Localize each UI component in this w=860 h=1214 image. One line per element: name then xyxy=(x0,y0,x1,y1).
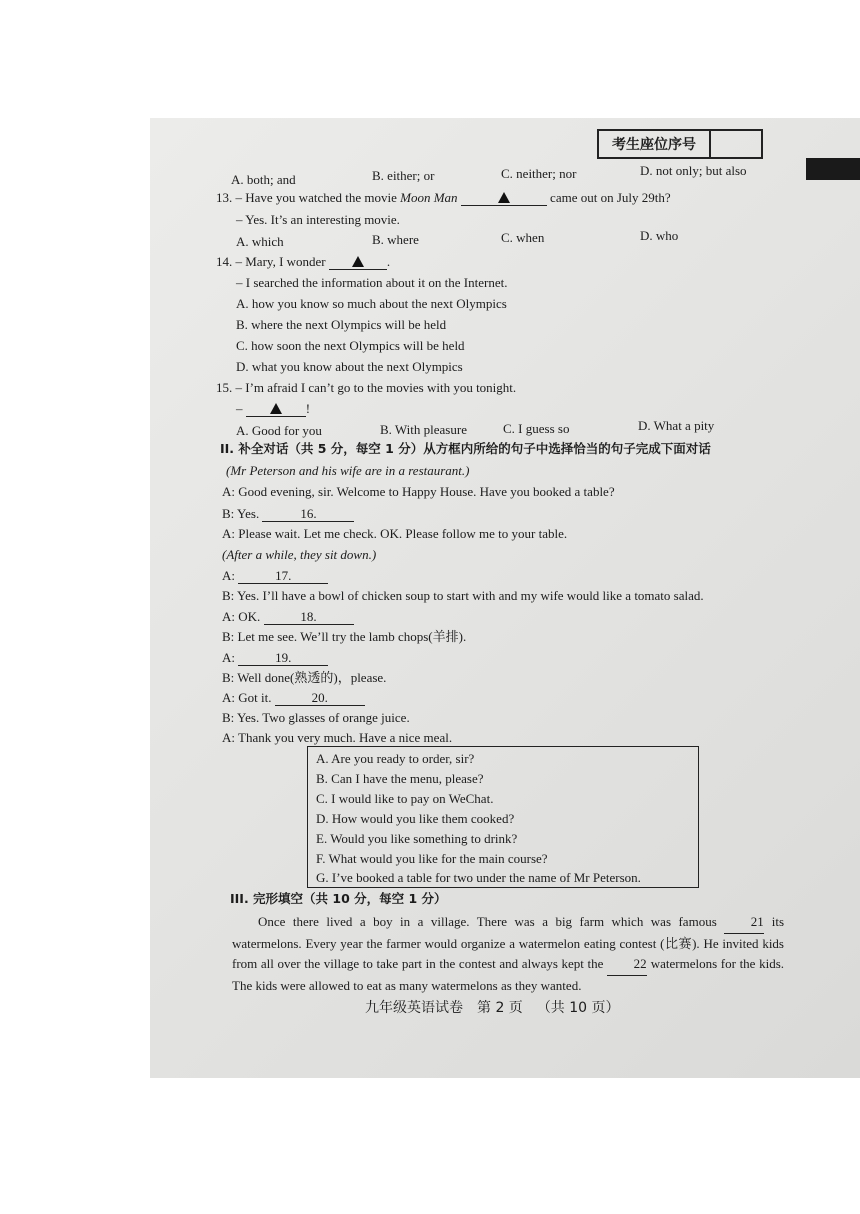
footer-page: 第 2 页 xyxy=(477,1000,523,1016)
option-c: C. I would like to pay on WeChat. xyxy=(316,791,494,806)
black-tab-marker xyxy=(806,158,860,180)
blank-20: 20. xyxy=(275,690,365,706)
answer-options-box xyxy=(307,746,699,888)
dialogue-line-11-text: A: Got it. xyxy=(222,690,272,705)
q13-option-b: B. where xyxy=(372,232,419,247)
option-b: B. Can I have the menu, please? xyxy=(316,771,484,786)
blank-17: 17. xyxy=(238,568,328,584)
q13-answer-blank xyxy=(461,190,547,206)
dialogue-line-10: B: Well done(熟透的)，please. xyxy=(222,670,387,685)
dialogue-line-1: A: Good evening, sir. Welcome to Happy House. Have you booked a table? xyxy=(222,484,615,499)
q14-option-c: C. how soon the next Olympics will be held xyxy=(236,338,465,353)
option-a: A. Are you ready to order, sir? xyxy=(316,751,475,766)
option-g: G. I’ve booked a table for two under the name of Mr Peterson. xyxy=(316,870,641,885)
footer-subject: 九年级英语试卷 xyxy=(365,1000,463,1016)
section-3-heading: III. 完形填空（共 10 分，每空 1 分） xyxy=(230,891,447,906)
dialogue-line-12: B: Yes. Two glasses of orange juice. xyxy=(222,710,410,725)
blank-21: 21 xyxy=(724,912,764,934)
dialogue-line-7-text: A: OK. xyxy=(222,609,261,624)
dialogue-stage-direction: (After a while, they sit down.) xyxy=(222,547,377,562)
q15-reply xyxy=(236,400,310,418)
q14-stem-post: . xyxy=(386,254,391,269)
section-2-heading: II. 补全对话（共 5 分，每空 1 分）从方框内所给的句子中选择恰当的句子完成下面对话 xyxy=(220,441,711,456)
q12-option-a: A. both; and xyxy=(231,172,296,187)
q14-stem-pre: 14. – Mary, I wonder xyxy=(216,254,326,269)
q14-stem xyxy=(216,253,390,271)
q15-exclamation: ! xyxy=(305,401,311,416)
q13-stem xyxy=(216,189,671,207)
blank-22: 22 xyxy=(607,954,647,976)
q15-dash: – xyxy=(236,401,243,416)
q15-option-c: C. I guess so xyxy=(503,421,570,436)
q12-option-d: D. not only; but also xyxy=(640,163,747,178)
triangle-icon xyxy=(498,192,510,203)
q15-answer-blank xyxy=(246,401,306,417)
blank-19: 19. xyxy=(238,650,328,666)
seat-number-box xyxy=(597,129,763,159)
blank-16: 16. xyxy=(262,506,354,522)
dialogue-line-6: B: Yes. I’ll have a bowl of chicken soup to start with and my wife would like a tomato salad. xyxy=(222,588,704,603)
dialogue-line-8: B: Let me see. We’ll try the lamb chops(羊排). xyxy=(222,629,467,644)
q14-option-b: B. where the next Olympics will be held xyxy=(236,317,447,332)
cloze-text-2: its watermelons. Every year the farmer would organize a watermelon eating contest (比赛). He invited kids from all over the village to take part in the contest and always kept the xyxy=(232,914,785,971)
triangle-icon xyxy=(270,403,282,414)
dialogue-line-5-text: A: xyxy=(222,568,235,583)
option-d: D. How would you like them cooked? xyxy=(316,811,515,826)
triangle-icon xyxy=(352,256,364,267)
q14-answer-blank xyxy=(329,254,387,270)
q12-option-b: B. either; or xyxy=(372,168,435,183)
q13-option-d: D. who xyxy=(640,228,679,243)
dialogue-scene: (Mr Peterson and his wife are in a restaurant.) xyxy=(226,463,470,478)
dialogue-line-9-text: A: xyxy=(222,650,235,665)
dialogue-line-9 xyxy=(222,649,328,667)
dialogue-line-11 xyxy=(222,689,365,707)
footer-total: （共 10 页） xyxy=(536,1000,620,1016)
dialogue-line-13: A: Thank you very much. Have a nice meal. xyxy=(222,730,453,745)
q15-option-d: D. What a pity xyxy=(638,418,715,433)
blank-18: 18. xyxy=(264,609,354,625)
seat-number-field xyxy=(711,131,761,157)
q13-reply: – Yes. It’s an interesting movie. xyxy=(236,212,400,227)
page-footer xyxy=(365,997,634,1017)
q13-stem-pre: 13. – Have you watched the movie xyxy=(216,190,401,205)
option-f: F. What would you like for the main course? xyxy=(316,851,548,866)
q13-movie-title: Moon Man xyxy=(400,190,458,205)
cloze-text-1: Once there lived a boy in a village. There was a big farm which was famous xyxy=(258,914,717,929)
cloze-text-3: watermelons for the kids. The kids were allowed to eat as many watermelons as they wanted. xyxy=(232,956,785,993)
q13-stem-post: came out on July 29th? xyxy=(546,190,671,205)
q13-option-a: A. which xyxy=(236,234,284,249)
dialogue-line-5 xyxy=(222,567,328,585)
dialogue-line-2-text: B: Yes. xyxy=(222,506,260,521)
q12-option-c: C. neither; nor xyxy=(501,166,577,181)
cloze-passage xyxy=(232,912,784,996)
option-e: E. Would you like something to drink? xyxy=(316,831,518,846)
q15-option-a: A. Good for you xyxy=(236,423,322,438)
q15-stem: 15. – I’m afraid I can’t go to the movies with you tonight. xyxy=(216,380,517,395)
dialogue-line-7 xyxy=(222,608,354,626)
q14-option-a: A. how you know so much about the next Olympics xyxy=(236,296,507,311)
q13-option-c: C. when xyxy=(501,230,545,245)
dialogue-line-2 xyxy=(222,505,354,523)
seat-number-label: 考生座位序号 xyxy=(599,131,711,157)
q14-reply: – I searched the information about it on the Internet. xyxy=(236,275,508,290)
q15-option-b: B. With pleasure xyxy=(380,422,467,437)
dialogue-line-3: A: Please wait. Let me check. OK. Please follow me to your table. xyxy=(222,526,568,541)
q14-option-d: D. what you know about the next Olympics xyxy=(236,359,463,374)
